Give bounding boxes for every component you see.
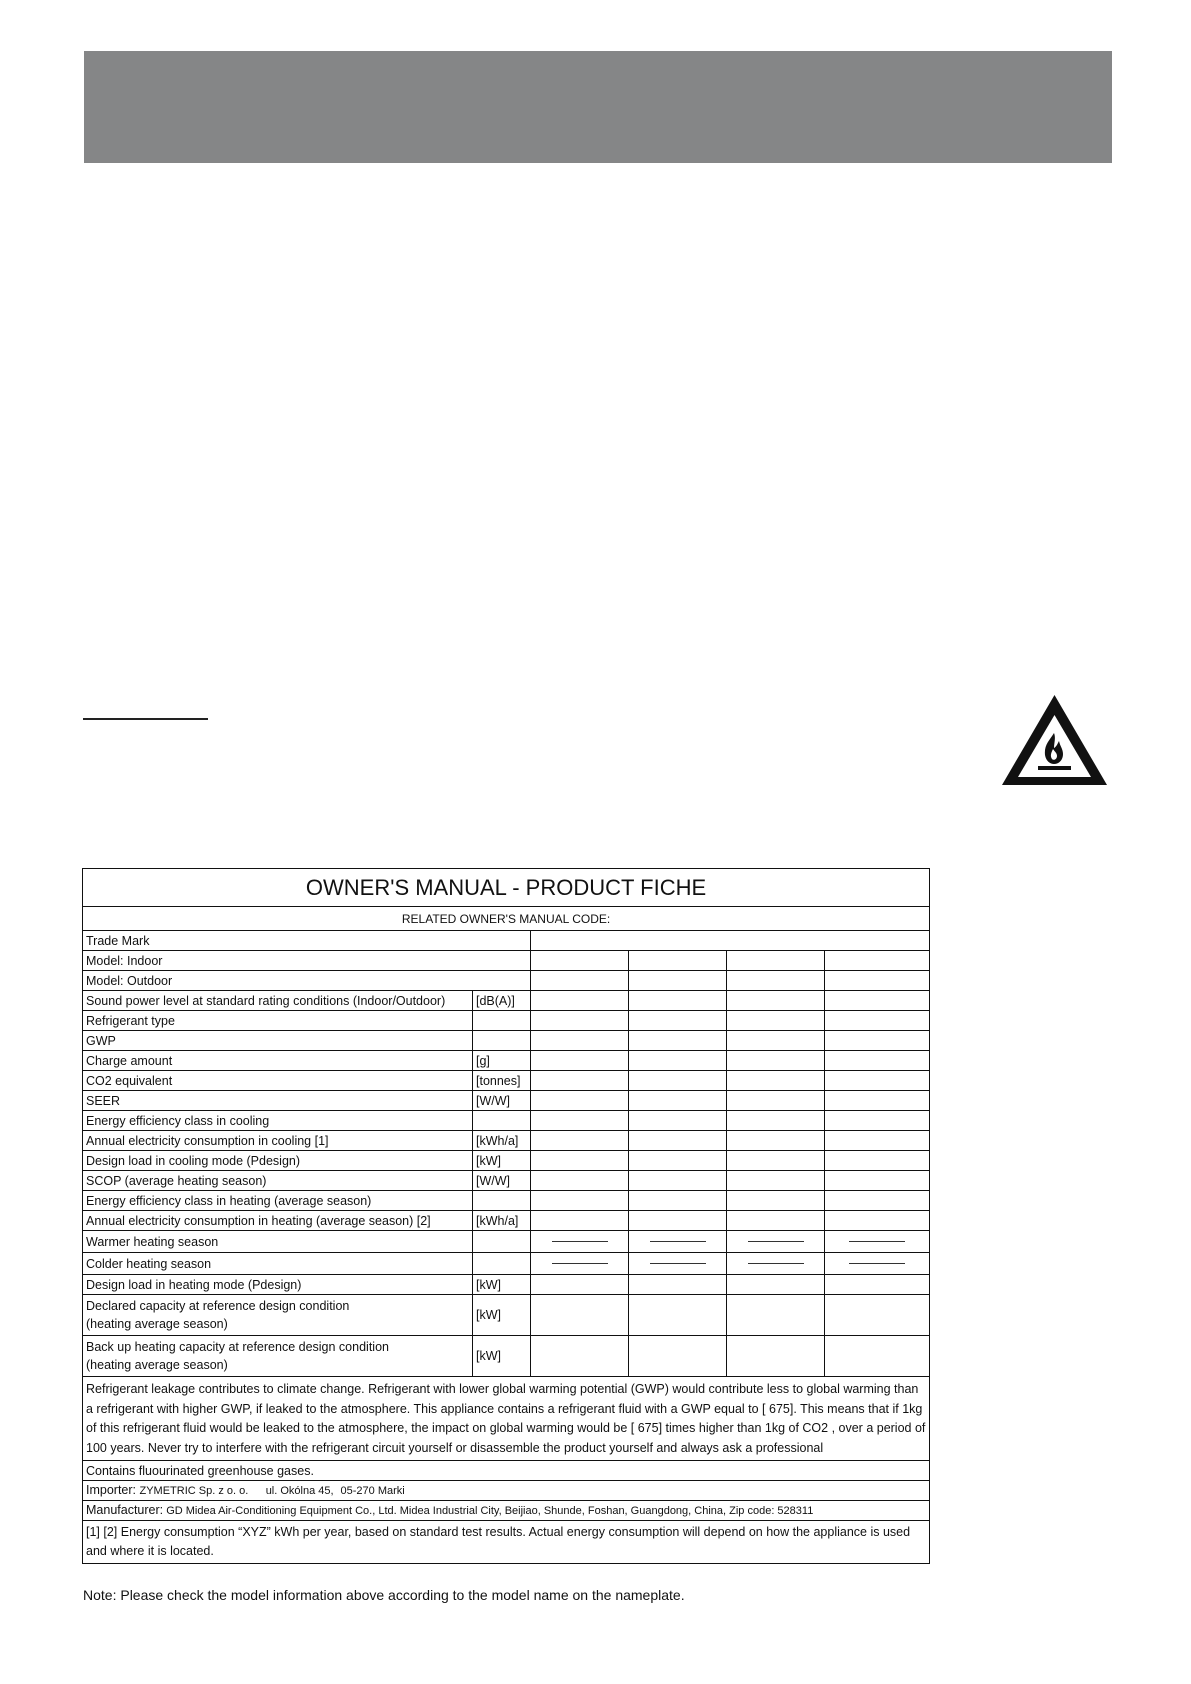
- value-cell: [629, 1171, 727, 1191]
- unit-cell: [473, 1031, 531, 1051]
- value-cell: [825, 1031, 930, 1051]
- blank-line: [849, 1263, 905, 1264]
- backup-line1: Back up heating capacity at reference design condition: [86, 1340, 389, 1354]
- gwp-label: GWP: [83, 1031, 473, 1051]
- value-cell: [825, 1011, 930, 1031]
- importer-label: Importer:: [86, 1483, 137, 1497]
- value-cell: [531, 1295, 629, 1336]
- greenhouse-statement: Contains fluourinated greenhouse gases.: [83, 1461, 930, 1481]
- unit-cell: [473, 1111, 531, 1131]
- value-cell: [825, 1091, 930, 1111]
- unit-cell: [473, 1191, 531, 1211]
- flammable-warning-icon: [997, 689, 1112, 791]
- value-cell: [531, 1231, 629, 1253]
- value-cell: [629, 1231, 727, 1253]
- value-cell: [825, 951, 930, 971]
- value-cell: [825, 971, 930, 991]
- value-cell: [727, 1295, 825, 1336]
- seer-label: SEER: [83, 1091, 473, 1111]
- header-band: [84, 51, 1112, 163]
- value-cell: [531, 991, 629, 1011]
- value-cell: [531, 1253, 629, 1275]
- backup-capacity-label: [83, 1336, 473, 1377]
- cool-class-label: Energy efficiency class in cooling: [83, 1111, 473, 1131]
- co2-unit: [tonnes]: [473, 1071, 531, 1091]
- blank-line: [552, 1263, 608, 1264]
- value-cell: [629, 1091, 727, 1111]
- value-cell: [629, 1336, 727, 1377]
- value-cell: [629, 1191, 727, 1211]
- backup-line2: (heating average season): [86, 1358, 228, 1372]
- trade-mark-value: [531, 931, 930, 951]
- value-cell: [531, 1275, 629, 1295]
- scop-unit: [W/W]: [473, 1171, 531, 1191]
- model-note: Note: Please check the model information above according to the model name on the nameplate.: [83, 1587, 685, 1603]
- value-cell: [825, 1231, 930, 1253]
- backup-unit: [kW]: [473, 1336, 531, 1377]
- value-cell: [629, 1131, 727, 1151]
- blank-line: [748, 1241, 804, 1242]
- value-cell: [629, 1275, 727, 1295]
- manual-code-label: RELATED OWNER'S MANUAL CODE:: [83, 907, 930, 931]
- co2-label: CO2 equivalent: [83, 1071, 473, 1091]
- model-outdoor-label: Model: Outdoor: [83, 971, 531, 991]
- value-cell: [531, 1051, 629, 1071]
- declared-unit: [kW]: [473, 1295, 531, 1336]
- value-cell: [727, 1091, 825, 1111]
- value-cell: [825, 1071, 930, 1091]
- value-cell: [629, 1295, 727, 1336]
- heat-consumption-label: Annual electricity consumption in heating (average season) [2]: [83, 1211, 473, 1231]
- gwp-value: 675: [765, 1401, 790, 1416]
- value-cell: [531, 1151, 629, 1171]
- leakage-statement: [83, 1377, 930, 1461]
- heat-class-label: Energy efficiency class in heating (average season): [83, 1191, 473, 1211]
- value-cell: [727, 1151, 825, 1171]
- value-cell: [825, 1211, 930, 1231]
- manufacturer-value: GD Midea Air-Conditioning Equipment Co., Ltd. Midea Industrial City, Beijiao, Shunde, Foshan, Guangdong, China, Zip code: 528311: [166, 1505, 814, 1517]
- value-cell: [531, 951, 629, 971]
- blank-line: [650, 1263, 706, 1264]
- value-cell: [531, 1191, 629, 1211]
- unit-cell: [473, 1253, 531, 1275]
- blank-line: [849, 1241, 905, 1242]
- value-cell: [825, 1171, 930, 1191]
- value-cell: [629, 1211, 727, 1231]
- unit-cell: [473, 1011, 531, 1031]
- blank-line: [748, 1263, 804, 1264]
- value-cell: [727, 1011, 825, 1031]
- value-cell: [629, 951, 727, 971]
- value-cell: [629, 1151, 727, 1171]
- value-cell: [629, 991, 727, 1011]
- section-rule: [83, 718, 208, 720]
- energy-footnote: [1] [2] Energy consumption “XYZ” kWh per year, based on standard test results. Actual energy consumption will depend on how the appliance is used and where it is located.: [83, 1521, 930, 1564]
- importer-street: ul. Okólna 45: [265, 1485, 331, 1497]
- value-cell: [531, 1336, 629, 1377]
- importer-row: Importer: ZYMETRIC Sp. z o. o. ul. Okólna 45, 05-270 Marki: [83, 1481, 930, 1501]
- refrigerant-type-label: Refrigerant type: [83, 1011, 473, 1031]
- value-cell: [629, 1011, 727, 1031]
- cool-design-label: Design load in cooling mode (Pdesign): [83, 1151, 473, 1171]
- importer-name: ZYMETRIC Sp. z o. o.: [139, 1485, 249, 1497]
- scop-label: SCOP (average heating season): [83, 1171, 473, 1191]
- value-cell: [531, 1011, 629, 1031]
- value-cell: [629, 1111, 727, 1131]
- seer-unit: [W/W]: [473, 1091, 531, 1111]
- sound-label: Sound power level at standard rating conditions (Indoor/Outdoor): [83, 991, 473, 1011]
- value-cell: [727, 951, 825, 971]
- value-cell: [531, 1171, 629, 1191]
- value-cell: [629, 971, 727, 991]
- value-cell: [727, 991, 825, 1011]
- value-cell: [825, 1151, 930, 1171]
- value-cell: [531, 1071, 629, 1091]
- value-cell: [727, 1171, 825, 1191]
- value-cell: [825, 1131, 930, 1151]
- value-cell: [825, 1051, 930, 1071]
- value-cell: [825, 991, 930, 1011]
- value-cell: [825, 1275, 930, 1295]
- leakage-text-1: Refrigerant leakage contributes to climate change. Refrigerant with lower global warming potential (GWP) would contribute less to global warming than a refrigerant with higher GWP, if leaked to the atmosphere. This appliance contains a refrigerant fluid with a GWP equal to [: [86, 1382, 919, 1416]
- model-indoor-label: Model: Indoor: [83, 951, 531, 971]
- declared-line2: (heating average season): [86, 1317, 228, 1331]
- product-fiche-table: [82, 868, 930, 1564]
- colder-label: Colder heating season: [83, 1253, 473, 1275]
- value-cell: [629, 1071, 727, 1091]
- sound-unit: [dB(A)]: [473, 991, 531, 1011]
- heat-design-unit: [kW]: [473, 1275, 531, 1295]
- value-cell: [825, 1111, 930, 1131]
- fiche-title: OWNER'S MANUAL - PRODUCT FICHE: [83, 869, 930, 907]
- value-cell: [727, 971, 825, 991]
- cool-consumption-unit: [kWh/a]: [473, 1131, 531, 1151]
- value-cell: [531, 1211, 629, 1231]
- value-cell: [825, 1295, 930, 1336]
- value-cell: [531, 1131, 629, 1151]
- value-cell: [629, 1051, 727, 1071]
- gwp-value: 675: [634, 1421, 659, 1435]
- cool-design-unit: [kW]: [473, 1151, 531, 1171]
- value-cell: [727, 1191, 825, 1211]
- value-cell: [825, 1253, 930, 1275]
- value-cell: [531, 1031, 629, 1051]
- importer-city: 05-270 Marki: [340, 1485, 405, 1497]
- warmer-label: Warmer heating season: [83, 1231, 473, 1253]
- cool-consumption-label: Annual electricity consumption in cooling [1]: [83, 1131, 473, 1151]
- value-cell: [825, 1191, 930, 1211]
- value-cell: [629, 1253, 727, 1275]
- leakage-text-3: ] times higher than 1kg of CO2 , over a period of 100 years. Never try to interfere with the refrigerant circuit yourself or disassemble the product yourself and always ask a professional: [86, 1421, 926, 1455]
- value-cell: [531, 971, 629, 991]
- value-cell: [727, 1253, 825, 1275]
- value-cell: [727, 1211, 825, 1231]
- value-cell: [531, 1091, 629, 1111]
- manufacturer-row: [83, 1501, 930, 1521]
- value-cell: [727, 1051, 825, 1071]
- value-cell: [727, 1231, 825, 1253]
- value-cell: [727, 1031, 825, 1051]
- heat-design-label: Design load in heating mode (Pdesign): [83, 1275, 473, 1295]
- value-cell: [727, 1275, 825, 1295]
- value-cell: [727, 1336, 825, 1377]
- value-cell: [629, 1031, 727, 1051]
- blank-line: [650, 1241, 706, 1242]
- unit-cell: [473, 1231, 531, 1253]
- manufacturer-label: Manufacturer:: [86, 1503, 164, 1517]
- value-cell: [727, 1111, 825, 1131]
- heat-consumption-unit: [kWh/a]: [473, 1211, 531, 1231]
- blank-line: [552, 1241, 608, 1242]
- declared-capacity-label: [83, 1295, 473, 1336]
- trade-mark-label: Trade Mark: [83, 931, 531, 951]
- value-cell: [531, 1111, 629, 1131]
- charge-unit: [g]: [473, 1051, 531, 1071]
- leakage-text-2: ]. This means that if 1kg of this refrigerant fluid would be leaked to the atmosphere, the impact on global warming would be [: [86, 1401, 923, 1435]
- value-cell: [727, 1131, 825, 1151]
- value-cell: [727, 1071, 825, 1091]
- value-cell: [825, 1336, 930, 1377]
- charge-label: Charge amount: [83, 1051, 473, 1071]
- declared-line1: Declared capacity at reference design condition: [86, 1299, 350, 1313]
